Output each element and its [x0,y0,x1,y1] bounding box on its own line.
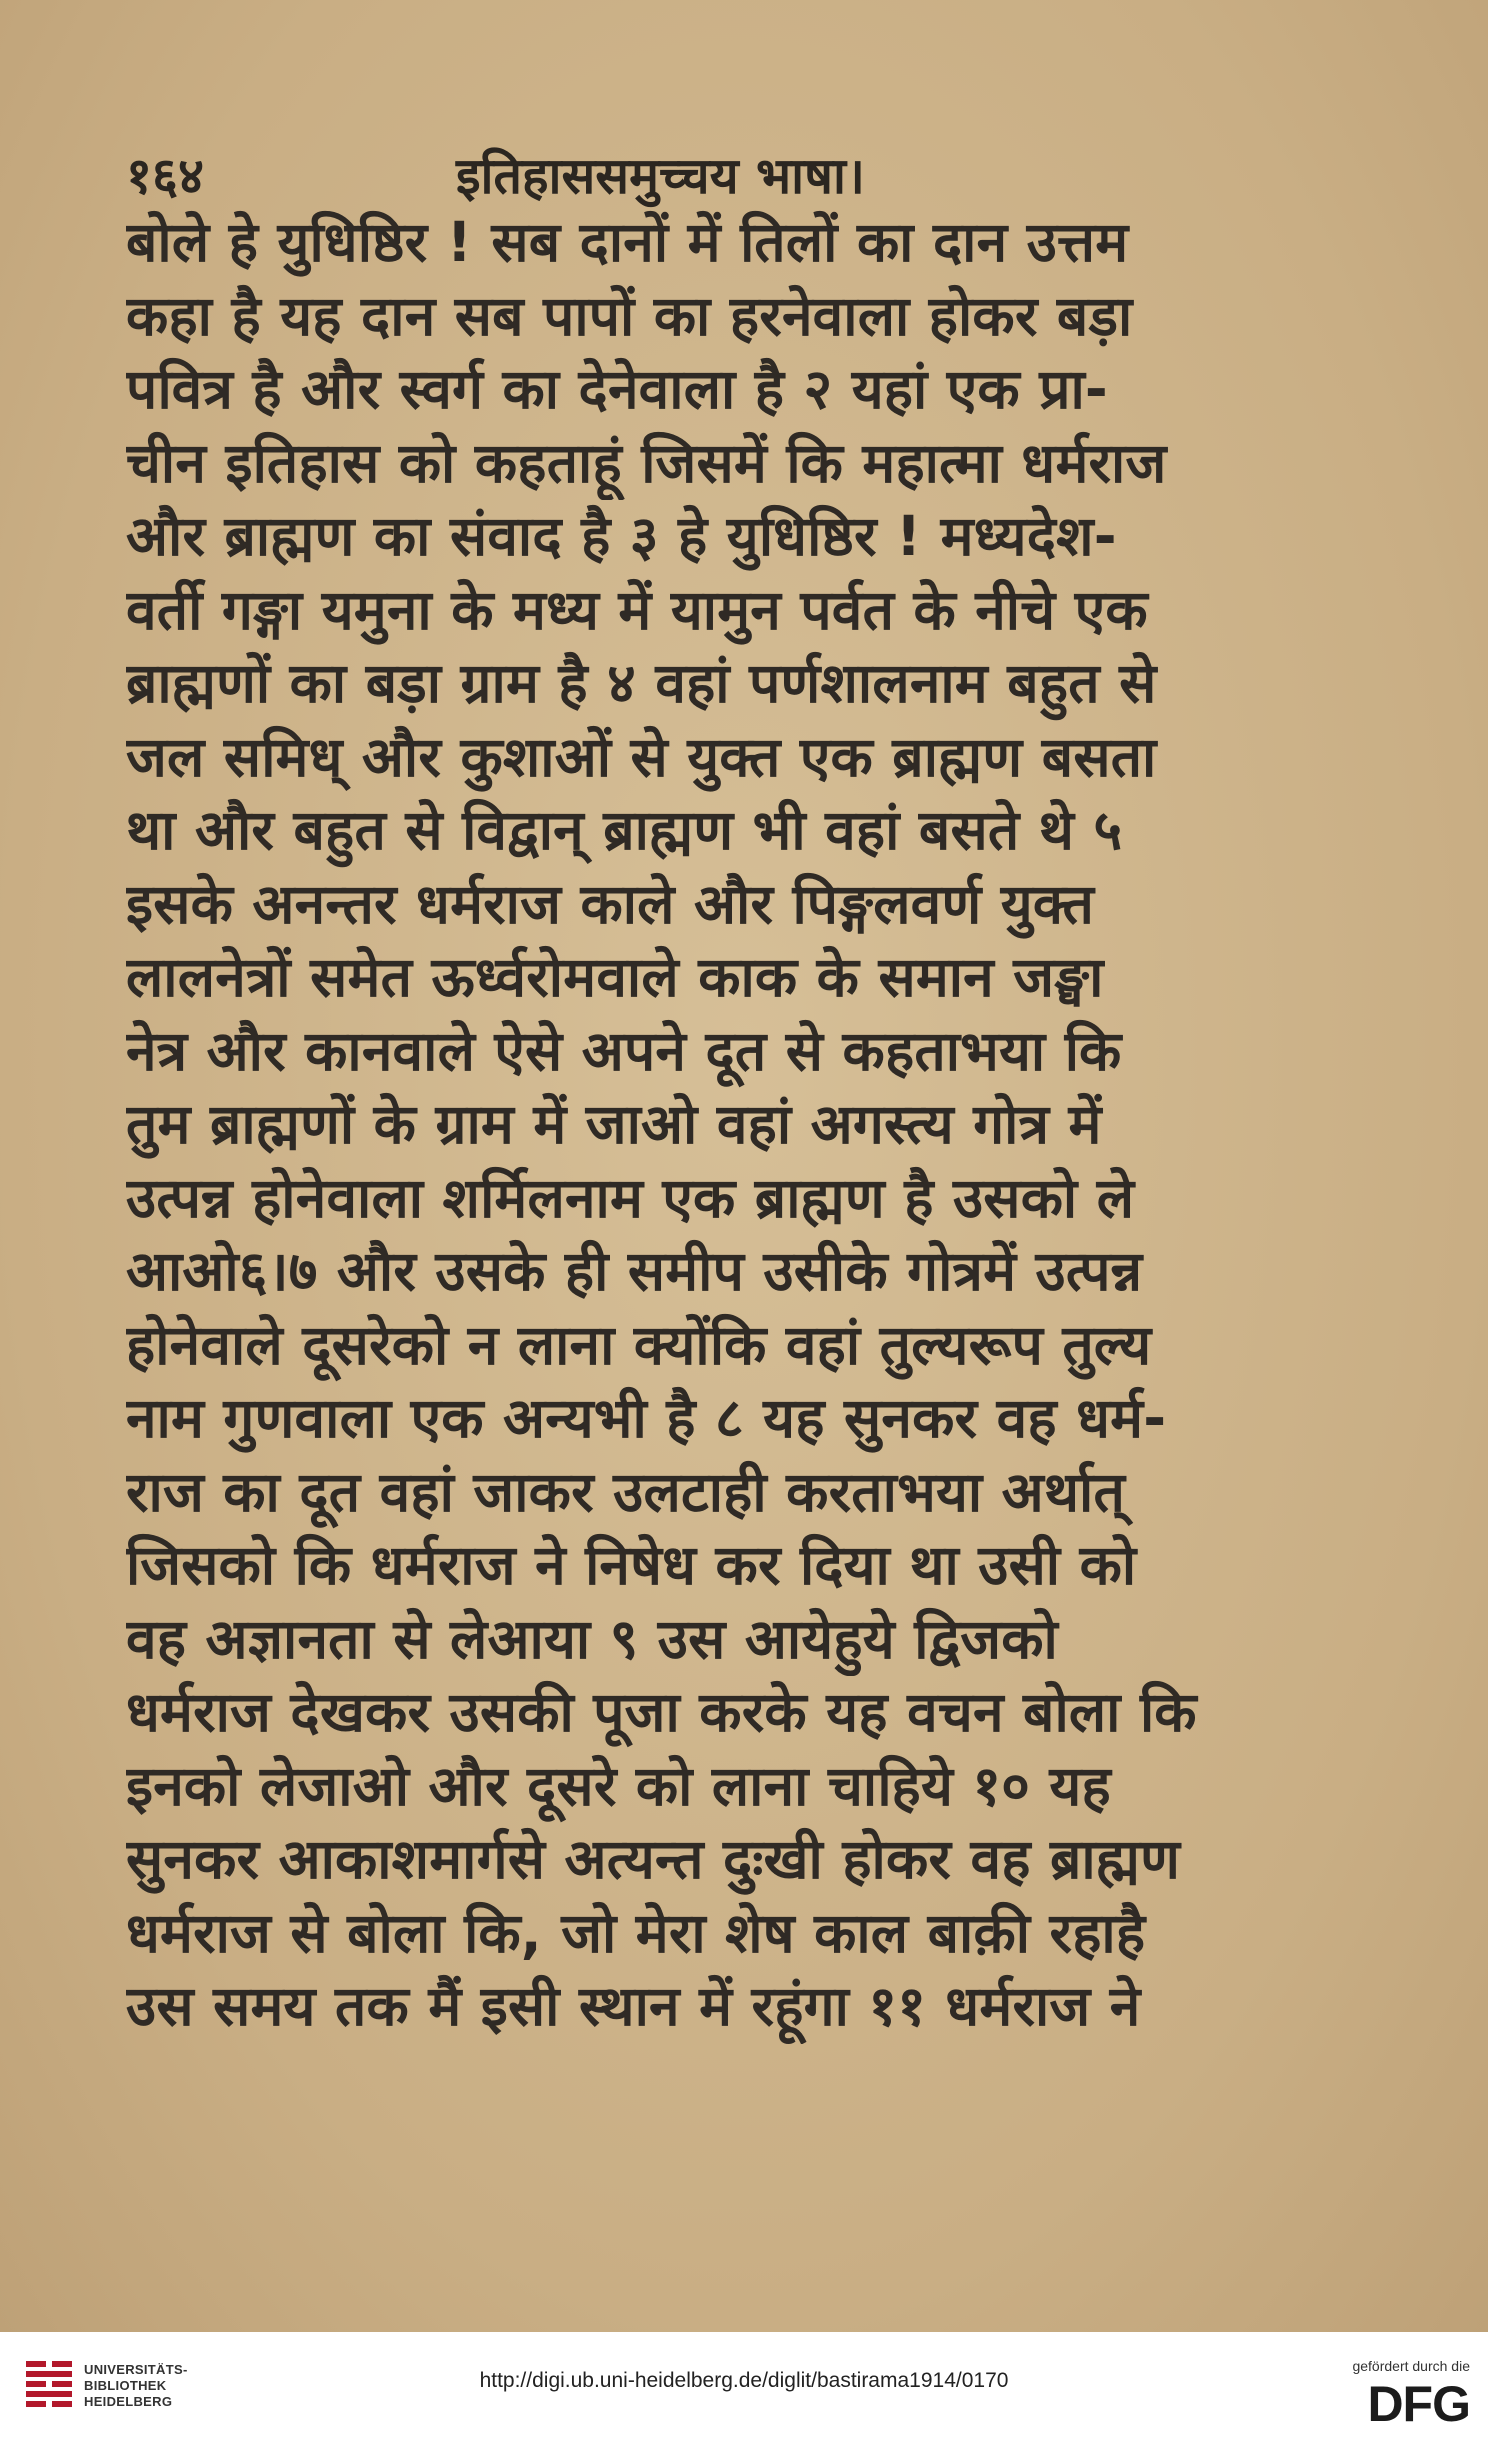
text-line: उत्पन्न होनेवाला शर्मिलनाम एक ब्राह्मण है उसको ले [126,1165,1135,1230]
text-line: धर्मराज से बोला कि, जो मेरा शेष काल बाक़ी रहाहै [126,1900,1146,1965]
page-number: १६४ [126,147,204,205]
text-line: राज का दूत वहां जाकर उलटाही करताभया अर्थात् [126,1459,1125,1524]
text-line: वह अज्ञानता से लेआया ९ उस आयेहुये द्विजको [126,1606,1058,1671]
running-title: इतिहाससमुच्चय भाषा। [456,147,865,205]
text-line: और ब्राह्मण का संवाद है ३ हे युधिष्ठिर ! मध्यदेश- [126,504,1117,568]
text-line: वर्ती गङ्गा यमुना के मध्य में यामुन पर्वत के नीचे एक [126,577,1148,642]
text-line: जिसको कि धर्मराज ने निषेध कर दिया था उसी को [126,1533,1137,1597]
text-line: नेत्र और कानवाले ऐसे अपने दूत से कहताभया कि [126,1018,1122,1083]
text-line: सुनकर आकाशमार्गसे अत्यन्त दुःखी होकर वह ब्राह्मण [126,1827,1181,1891]
funder-note: gefördert durch die [1352,2358,1470,2374]
text-line: बोले हे युधिष्ठिर ! सब दानों में तिलों का दान उत्तम [126,210,1129,274]
text-line: धर्मराज देखकर उसकी पूजा करके यह वचन बोला कि [126,1680,1197,1744]
text-line: इसके अनन्तर धर्मराज काले और पिङ्गलवर्ण युक्त [126,871,1095,936]
text-line: नाम गुणवाला एक अन्यभी है ८ यह सुनकर वह धर्म- [126,1386,1167,1450]
text-line: कहा है यह दान सब पापों का हरनेवाला होकर बड़ा [126,283,1133,348]
text-line: आओ६।७ और उसके ही समीप उसीके गोत्रमें उत्पन्न [126,1239,1143,1303]
text-line: चीन इतिहास को कहताहूं जिसमें कि महात्मा धर्मराज [126,430,1167,495]
dfg-logo: DFG [1367,2376,1470,2432]
library-name: UNIVERSITÄTS- BIBLIOTHEK HEIDELBERG [84,2362,188,2409]
text-line: उस समय तक मैं इसी स्थान में रहूंगा ११ धर्मराज ने [126,1974,1141,2038]
text-line: इनको लेजाओ और दूसरे को लाना चाहिये १० यह [126,1753,1111,1818]
text-line: होनेवाले दूसरेको न लाना क्योंकि वहां तुल्यरूप तुल्य [126,1312,1152,1377]
permalink-url[interactable]: http://digi.ub.uni-heidelberg.de/diglit/bastirama1914/0170 [479,2369,1009,2392]
body-text [126,206,1338,2044]
viewer-footer [0,2332,1488,2441]
text-line: था और बहुत से विद्वान् ब्राह्मण भी वहां बसते थे ५ [126,798,1123,862]
page-header [126,140,1338,205]
text-line: पवित्र है और स्वर्ग का देनेवाला है २ यहां एक प्रा- [126,357,1108,421]
text-line: तुम ब्राह्मणों के ग्राम में जाओ वहां अगस्त्य गोत्र में [126,1092,1102,1156]
text-line: लालनेत्रों समेत ऊर्ध्वरोमवाले काक के समान जङ्घा [126,945,1104,1009]
text-line: ब्राह्मणों का बड़ा ग्राम है ४ वहां पर्णशालनाम बहुत से [126,651,1157,715]
text-line: जल समिध् और कुशाओं से युक्त एक ब्राह्मण बसता [126,724,1157,789]
